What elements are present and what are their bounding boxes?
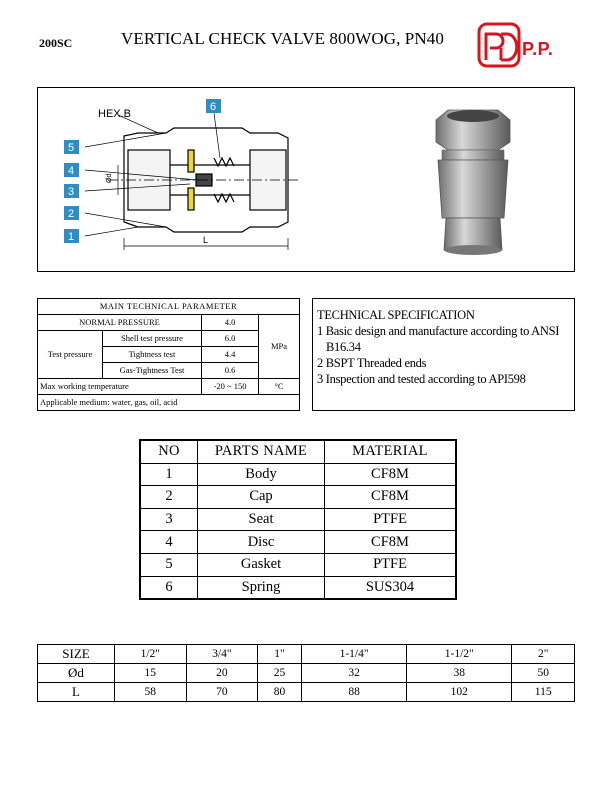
length-value: 80 (258, 683, 302, 702)
model-code: 200SC (39, 36, 73, 50)
valve-photo (418, 100, 528, 260)
size-value: 1-1/2" (407, 645, 512, 664)
diameter-row (38, 664, 575, 683)
test-pressure-label: Test pressure (38, 331, 103, 379)
normal-pressure-value: 4.0 (202, 315, 259, 331)
page-title: VERTICAL CHECK VALVE 800WOG, PN40 (121, 29, 444, 48)
temperature-label: Max working temperature (38, 379, 202, 395)
parts-table-header (140, 440, 456, 463)
part-name: Seat (198, 508, 325, 531)
part-name: Body (198, 463, 325, 486)
callout-3: 3 (68, 186, 75, 198)
length-label: L (203, 235, 209, 245)
length-value: 115 (512, 683, 575, 702)
part-name: Spring (198, 576, 325, 599)
size-label: SIZE (38, 645, 115, 664)
size-table (37, 644, 575, 702)
spec-item-1-cont: B16.34 (326, 340, 361, 354)
part-material: CF8M (325, 486, 457, 509)
parts-header-name: PARTS NAME (198, 440, 325, 463)
shell-test-value: 6.0 (202, 331, 259, 347)
tightness-test-value: 4.4 (202, 347, 259, 363)
hex-label: HEX.B (98, 108, 132, 120)
size-row (38, 645, 575, 664)
callout-4: 4 (68, 165, 75, 177)
size-value: 1" (258, 645, 302, 664)
callout-2: 2 (68, 208, 75, 220)
brand-logo (477, 22, 573, 70)
gas-tightness-value: 0.6 (202, 363, 259, 379)
part-material: PTFE (325, 553, 457, 576)
diameter-value: 38 (407, 664, 512, 683)
part-name: Cap (198, 486, 325, 509)
part-material: CF8M (325, 463, 457, 486)
size-value: 3/4" (186, 645, 258, 664)
diameter-value: 25 (258, 664, 302, 683)
shell-test-label: Shell test pressure (103, 331, 202, 347)
table-row (140, 576, 456, 599)
technical-parameter-table (37, 298, 300, 411)
tightness-test-label: Tightness test (103, 347, 202, 363)
part-no: 1 (140, 463, 198, 486)
technical-specification (312, 298, 575, 411)
part-material: PTFE (325, 508, 457, 531)
table-row (140, 531, 456, 554)
parts-header-material: MATERIAL (325, 440, 457, 463)
gas-tightness-label: Gas-Tightness Test (103, 363, 202, 379)
callout-1: 1 (68, 231, 75, 243)
normal-pressure-label: NORMAL PRESSURE (38, 315, 202, 331)
diameter-value: 50 (512, 664, 575, 683)
brand-logo-text: P.P. (522, 39, 554, 59)
length-value: 88 (301, 683, 406, 702)
parts-table (139, 439, 457, 600)
callout-5: 5 (68, 142, 75, 154)
part-material: CF8M (325, 531, 457, 554)
part-no: 5 (140, 553, 198, 576)
part-no: 6 (140, 576, 198, 599)
part-no: 4 (140, 531, 198, 554)
diameter-value: 15 (115, 664, 187, 683)
part-name: Disc (198, 531, 325, 554)
spec-item-2: 2 BSPT Threaded ends (317, 356, 427, 370)
parameter-table-title: MAIN TECHNICAL PARAMETER (38, 299, 300, 315)
spec-item-3: 3 Inspection and tested according to API598 (317, 372, 526, 386)
size-value: 2" (512, 645, 575, 664)
table-row (140, 463, 456, 486)
temperature-unit: °C (259, 379, 300, 395)
diameter-label: Ød (106, 173, 113, 183)
part-no: 2 (140, 486, 198, 509)
table-row (140, 486, 456, 509)
valve-drawing-panel (37, 87, 575, 272)
diameter-value: 20 (186, 664, 258, 683)
table-row (140, 553, 456, 576)
applicable-medium: Applicable medium: water, gas, oil, acid (38, 395, 300, 411)
length-value: 70 (186, 683, 258, 702)
part-material: SUS304 (325, 576, 457, 599)
part-name: Gasket (198, 553, 325, 576)
length-label: L (38, 683, 115, 702)
table-row (140, 508, 456, 531)
length-value: 58 (115, 683, 187, 702)
size-value: 1/2" (115, 645, 187, 664)
diameter-label: Ød (38, 664, 115, 683)
diameter-value: 32 (301, 664, 406, 683)
temperature-value: -20 ~ 150 (202, 379, 259, 395)
pressure-unit: MPa (259, 315, 300, 379)
length-value: 102 (407, 683, 512, 702)
spec-title: TECHNICAL SPECIFICATION (317, 308, 475, 322)
size-value: 1-1/4" (301, 645, 406, 664)
spec-item-1: 1 Basic design and manufacture according to ANSI (317, 324, 560, 338)
parts-header-no: NO (140, 440, 198, 463)
part-no: 3 (140, 508, 198, 531)
length-row (38, 683, 575, 702)
callout-6: 6 (210, 101, 217, 113)
